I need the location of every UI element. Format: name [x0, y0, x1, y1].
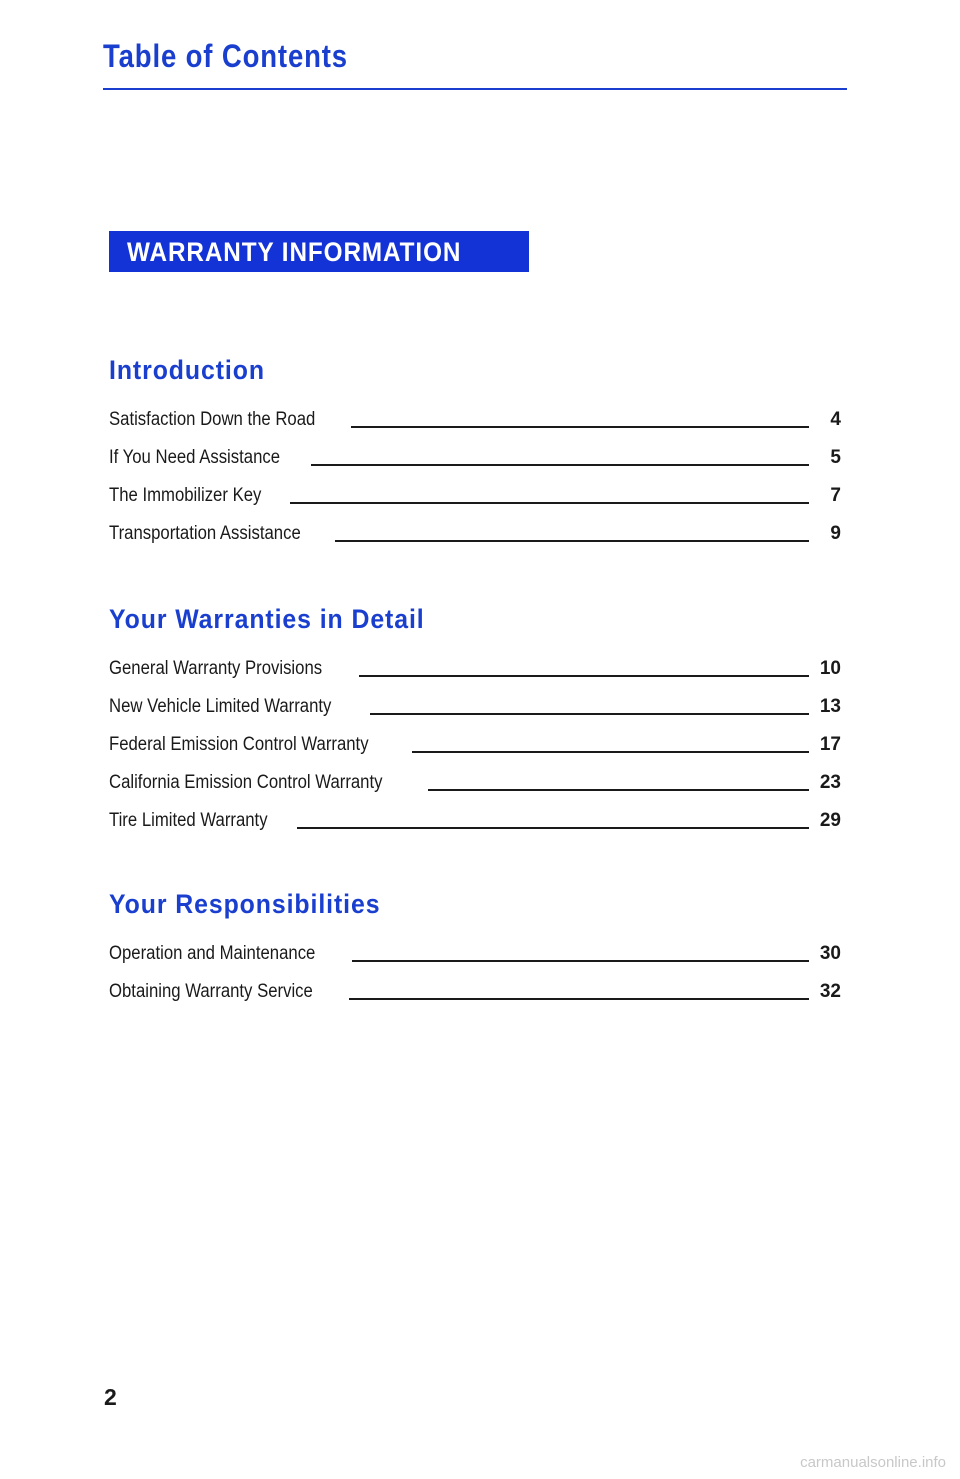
toc-entry-label: Obtaining Warranty Service — [109, 981, 313, 1002]
toc-entry[interactable] — [109, 431, 841, 469]
toc-leader-line — [352, 960, 810, 962]
title-divider — [103, 88, 847, 90]
toc-entry-page: 32 — [819, 981, 841, 1002]
toc-leader-line — [311, 464, 809, 466]
toc-leader-line — [297, 827, 809, 829]
toc-entry-label: Federal Emission Control Warranty — [109, 734, 369, 755]
toc-entry-label: The Immobilizer Key — [109, 485, 262, 506]
toc-entry[interactable] — [109, 507, 841, 545]
toc-leader-line — [351, 426, 809, 428]
toc-entry[interactable] — [109, 393, 841, 431]
section-heading: Introduction — [109, 355, 265, 385]
banner-label: WARRANTY INFORMATION — [127, 237, 462, 267]
toc-entry[interactable] — [109, 965, 841, 1003]
toc-entry-page: 4 — [830, 409, 841, 430]
section-introduction — [109, 355, 841, 545]
toc-entry[interactable] — [109, 927, 841, 965]
toc-entry-label: California Emission Control Warranty — [109, 772, 383, 793]
section-heading: Your Responsibilities — [109, 889, 381, 919]
toc-leader-line — [349, 998, 809, 1000]
toc-entry-page: 30 — [819, 943, 841, 964]
toc-entry[interactable] — [109, 794, 841, 832]
toc-entry-page: 23 — [819, 772, 841, 793]
toc-entry-label: If You Need Assistance — [109, 447, 281, 468]
toc-leader-line — [290, 502, 809, 504]
toc-entry-label: Transportation Assistance — [109, 523, 301, 544]
toc-entry-page: 29 — [819, 810, 841, 831]
toc-entry-label: New Vehicle Limited Warranty — [109, 696, 332, 717]
toc-leader-line — [428, 789, 809, 791]
toc-list — [109, 393, 841, 545]
toc-entry-label: Tire Limited Warranty — [109, 810, 268, 831]
toc-entry-page: 7 — [830, 485, 841, 506]
toc-entry-page: 13 — [819, 696, 841, 717]
section-warranties-in-detail — [109, 604, 841, 832]
warranty-information-banner — [109, 231, 529, 272]
section-responsibilities — [109, 889, 841, 1003]
toc-entry-label: General Warranty Provisions — [109, 658, 323, 679]
toc-leader-line — [412, 751, 809, 753]
toc-entry-label: Satisfaction Down the Road — [109, 409, 316, 430]
toc-list — [109, 927, 841, 1003]
toc-entry[interactable] — [109, 642, 841, 680]
section-heading: Your Warranties in Detail — [109, 604, 425, 634]
toc-entry-page: 17 — [819, 734, 841, 755]
page-number: 2 — [104, 1384, 117, 1410]
page-title: Table of Contents — [103, 38, 348, 74]
toc-leader-line — [359, 675, 809, 677]
toc-entry-page: 10 — [819, 658, 841, 679]
toc-entry-page: 5 — [830, 447, 841, 468]
toc-leader-line — [370, 713, 809, 715]
toc-entry[interactable] — [109, 469, 841, 507]
toc-entry[interactable] — [109, 756, 841, 794]
toc-entry-label: Operation and Maintenance — [109, 943, 316, 964]
toc-entry[interactable] — [109, 680, 841, 718]
toc-entry-page: 9 — [830, 523, 841, 544]
watermark: carmanualsonline.info — [800, 1454, 946, 1471]
toc-list — [109, 642, 841, 832]
toc-entry[interactable] — [109, 718, 841, 756]
toc-leader-line — [335, 540, 809, 542]
